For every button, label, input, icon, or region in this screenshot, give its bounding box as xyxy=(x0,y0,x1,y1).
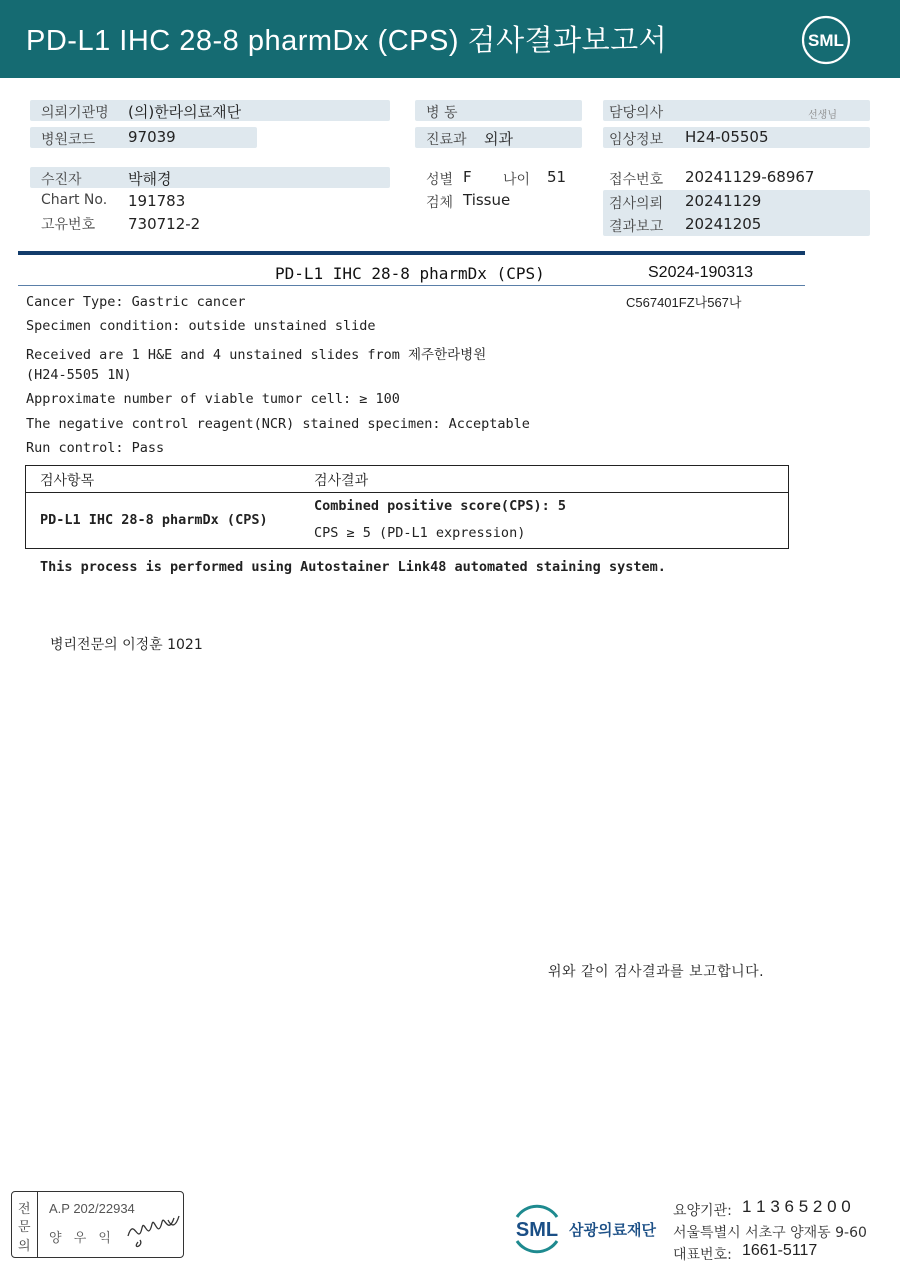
phone-label: 대표번호: xyxy=(673,1247,732,1263)
report-date-label: 결과보고 xyxy=(609,219,664,235)
sml-footer-logo-icon xyxy=(509,1199,565,1257)
stamp-side-column xyxy=(12,1192,38,1257)
stamp-side-char: 의 xyxy=(18,1239,31,1254)
report-title: PD-L1 IHC 28-8 pharmDx (CPS) 검사결과보고서 xyxy=(26,25,668,57)
stamp-ap-number: A.P 202/22934 xyxy=(49,1201,135,1216)
request-value: 20241129 xyxy=(685,192,762,210)
patient-value: 박해경 xyxy=(128,170,172,188)
report-divider-thick xyxy=(18,251,805,255)
ward-label: 병 동 xyxy=(426,105,458,121)
sex-value: F xyxy=(463,168,472,186)
org-address: 서울특별시 서초구 양재동 9-60 xyxy=(673,1225,867,1241)
report-line: Cancer Type: Gastric cancer xyxy=(26,294,246,310)
request-label: 검사의뢰 xyxy=(609,196,664,212)
patient-row xyxy=(30,167,390,188)
age-value: 51 xyxy=(547,168,567,186)
specimen-value: Tissue xyxy=(463,191,511,209)
receipt-label: 접수번호 xyxy=(609,172,664,188)
hospital-code-label: 병원코드 xyxy=(41,132,96,148)
institution-value: (의)한라의료재단 xyxy=(128,103,242,121)
table-header-result: 검사결과 xyxy=(314,473,369,489)
chart-label: Chart No. xyxy=(41,192,108,208)
report-divider-thin xyxy=(18,285,805,286)
phone-number: 1661-5117 xyxy=(742,1242,818,1259)
specialist-stamp xyxy=(11,1191,184,1258)
handwritten-signature-icon xyxy=(124,1206,182,1252)
table-header-divider xyxy=(26,492,788,493)
receipt-value: 20241129-68967 xyxy=(685,168,815,186)
result-table xyxy=(25,465,789,549)
closing-statement: 위와 같이 검사결과를 보고합니다. xyxy=(548,964,765,980)
table-cell-result-interpretation: CPS ≥ 5 (PD-L1 expression) xyxy=(314,525,526,541)
yoyang-label: 요양기관: xyxy=(673,1203,732,1219)
process-note: This process is performed using Autostainer Link48 automated staining system. xyxy=(40,559,666,575)
unique-value: 730712-2 xyxy=(128,215,201,233)
svg-text:SML: SML xyxy=(515,1219,559,1241)
pathologist-signature: 병리전문의 이정훈 1021 xyxy=(50,637,203,653)
table-header-item: 검사항목 xyxy=(40,473,95,489)
dept-label: 진료과 xyxy=(426,132,467,148)
yoyang-number: 1 1 3 6 5 2 0 0 xyxy=(742,1197,851,1216)
specimen-label: 검체 xyxy=(426,195,454,211)
stamp-side-char: 전 xyxy=(18,1202,31,1217)
report-line: (H24-5505 1N) xyxy=(26,367,132,383)
report-line: Approximate number of viable tumor cell: ≥ 100 xyxy=(26,391,400,407)
stamp-side-char: 문 xyxy=(18,1220,31,1235)
clinical-value: H24-05505 xyxy=(685,128,769,146)
stamp-name: 양 우 익 xyxy=(49,1231,115,1246)
report-line: Specimen condition: outside unstained slide xyxy=(26,318,376,334)
dept-value: 외과 xyxy=(484,130,513,148)
doctor-label: 담당의사 xyxy=(609,105,664,121)
report-line: Run control: Pass xyxy=(26,440,165,456)
hospital-code-value: 97039 xyxy=(128,128,176,146)
org-name: 삼광의료재단 xyxy=(569,1221,656,1239)
clinical-label: 임상정보 xyxy=(609,132,664,148)
sex-label: 성별 xyxy=(426,172,454,188)
report-line: The negative control reagent(NCR) stained specimen: Acceptable xyxy=(26,416,530,432)
chart-value: 191783 xyxy=(128,192,186,210)
table-cell-item: PD-L1 IHC 28-8 pharmDx (CPS) xyxy=(40,512,268,528)
patient-label: 수진자 xyxy=(41,172,82,188)
report-line: Received are 1 H&E and 4 unstained slides from 제주한라병원 xyxy=(26,347,487,363)
report-date-value: 20241205 xyxy=(685,215,762,233)
specimen-id: S2024-190313 xyxy=(648,264,753,281)
institution-label: 의뢰기관명 xyxy=(41,105,109,121)
test-title: PD-L1 IHC 28-8 pharmDx (CPS) xyxy=(275,264,545,283)
doctor-suffix: 선생님 xyxy=(808,110,837,121)
svg-text:SML: SML xyxy=(808,31,844,50)
table-cell-result-score: Combined positive score(CPS): 5 xyxy=(314,498,566,514)
report-header xyxy=(0,0,900,78)
sml-logo-icon xyxy=(800,14,852,66)
report-code: C567401FZ나567나 xyxy=(626,295,742,310)
unique-label: 고유번호 xyxy=(41,217,96,233)
age-label: 나이 xyxy=(503,172,531,188)
